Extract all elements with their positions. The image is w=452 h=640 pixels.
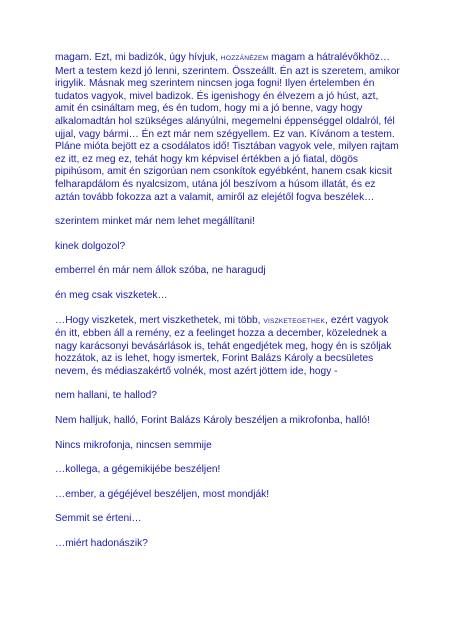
text-run: …miért hadonászik? <box>55 538 148 550</box>
document-body <box>55 52 400 563</box>
small-caps-word: HOZZÁNÉZEM <box>220 55 269 62</box>
paragraph <box>55 440 400 453</box>
text-run: kinek dolgozol? <box>55 240 126 252</box>
text-run: …ember, a gégéjével beszéljen, most mondják! <box>55 488 270 500</box>
paragraph <box>55 464 400 477</box>
text-run: szerintem minket már nem lehet megállítani! <box>55 216 255 228</box>
paragraph <box>55 52 400 204</box>
paragraph <box>55 489 400 502</box>
small-caps-word: VISZKETEGETHEK <box>263 317 326 325</box>
text-run: , ezért vagyok én itt, ebben áll a remény, ez a feelinget hozza a december, közelednek a nagy karácsonyi bevásárlások is, tehát engedjétek meg, hogy én is szóljak hozzátok, az is lehet, hogy ismertek, Forint Balázs Károly a becsületes nevem, és médiaszakértő volnék, most azért jöttem ide, hogy - <box>55 314 392 377</box>
text-run: …Hogy viszketek, mert viszkethetek, mi több, <box>55 314 264 326</box>
text-run: …kollega, a gégemikijébe beszéljen! <box>55 464 221 476</box>
paragraph <box>55 216 400 229</box>
paragraph <box>55 241 400 254</box>
text-run: magam. Ezt, mi badizók, úgy hívjuk, <box>55 52 221 63</box>
paragraph <box>55 315 400 379</box>
text-run: magam a hátralévőkhöz… Mert a testem kezd jó lenni, szerintem. Összeállt. Én azt is szeretem, amikor irigylik. Másnak meg szerintem nincsen joga fogni! Ilyen értelemben én tudatos vagyok, mivel badizok. És igenishogy én élvezem a jó húst, azt, amit én csináltam meg, és én tudom, hogy mi a jó benne, vagy hogy alkalomadtán hol szükséges alányúlni, megemelni éppenséggel oldalról, fél ujjal, vagy bármi… Én ezt már nem szégyellem. Ez van. Kívánom a testem. Pláne mióta bejött ez a csodálatos idő! Tisztában vagyok vele, milyen rajtam ez itt, ez meg ez, tehát hogy km képvisel értékben a jó fiatal, dögös pipihúsom, amit én szigorúan nem csonkítok egyébként, hanem csak kicsit felharapdálom és nyalcsizom, utána jól beszívom a húsom illatát, és ez aztán tovább fokozza azt a valamit, amiről az elejétől fogva beszélek… <box>55 52 400 203</box>
text-run: Semmit se érteni… <box>55 513 142 525</box>
paragraph <box>55 415 400 428</box>
text-run: én meg csak viszketek… <box>55 289 168 301</box>
paragraph <box>55 265 400 278</box>
paragraph <box>55 290 400 303</box>
paragraph <box>55 513 400 526</box>
text-run: Nincs mikrofonja, nincsen semmije <box>55 439 212 451</box>
paragraph <box>55 390 400 403</box>
text-run: Nem halljuk, halló, Forint Balázs Károly beszéljen a mikrofonba, halló! <box>55 415 370 427</box>
text-run: emberrel én már nem állok szóba, ne haragudj <box>55 265 266 277</box>
paragraph <box>55 538 400 551</box>
text-run: nem hallani, te hallod? <box>55 390 157 402</box>
